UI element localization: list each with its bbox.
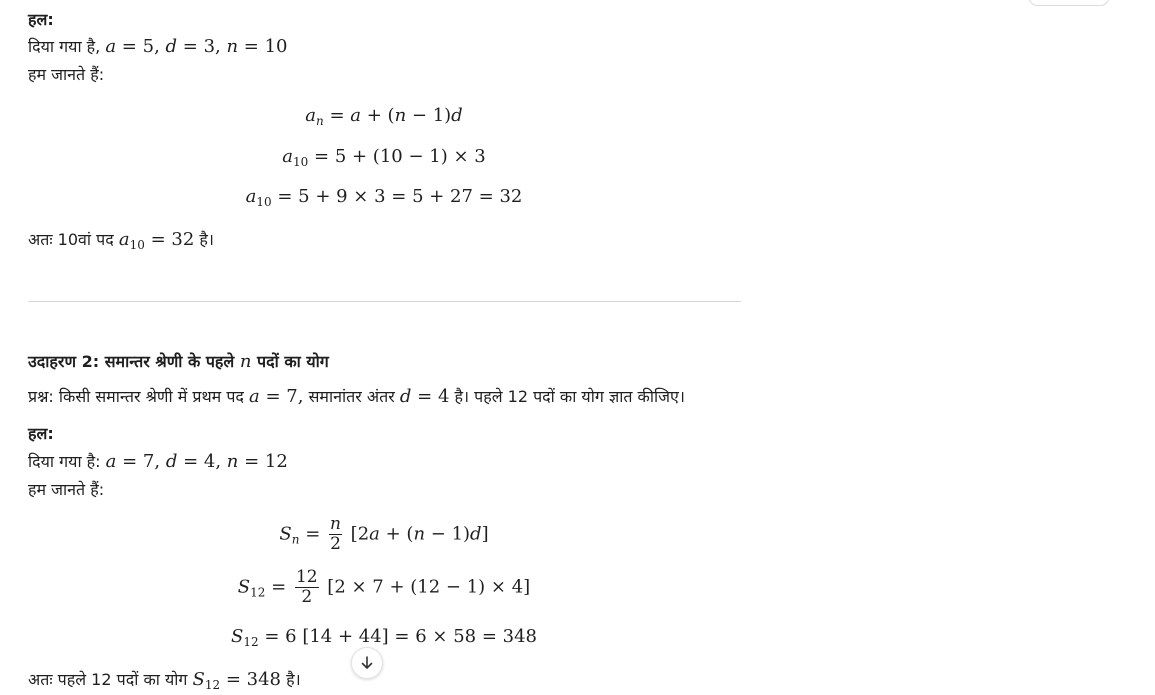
given-a-2: 7 [142, 451, 155, 472]
conclusion-value-1: 32 [171, 229, 195, 250]
arrow-down-icon [360, 656, 374, 670]
formula-s12-substitution: $S_{12}$ = $\frac{12}{2}$ [2 × 7 + (12 − 1) × 4] [237, 567, 531, 607]
given-line-2: दिया गया है: a = 7, d = 4, n = 12 [28, 451, 288, 472]
question-p2: समानांतर अंतर [308, 387, 395, 406]
heading-prefix-2: उदाहरण 2: समान्तर श्रेणी के पहले [28, 352, 235, 371]
formula-s12-result: $S_{12} = 6$ [14 + 44] = 6 × 58 = 348 [231, 626, 537, 649]
conclusion-value-2: 348 [246, 669, 281, 690]
heading-suffix-2: पदों का योग [257, 352, 329, 371]
question-a: 7 [286, 386, 298, 407]
conclusion-2: अतः पहले 12 पदों का योग $S_{12} = 348$ है। [28, 669, 301, 692]
conclusion-suffix-1: है। [199, 230, 214, 249]
given-prefix-2: दिया गया है: [28, 452, 101, 471]
we-know-2: हम जानते हैं: [28, 480, 105, 499]
formula-a10-result: $a_{10} = 5 + 9 \times 3 = 5 + 27 = 32$ [245, 186, 523, 209]
formula-nth-term: $a_n = a + (n - 1)d$ [305, 105, 463, 128]
given-n-2: 12 [264, 451, 288, 472]
given-a-1: 5 [142, 36, 155, 57]
conclusion-suffix-2: है। [286, 670, 301, 689]
scroll-down-button[interactable] [351, 647, 383, 679]
given-d-2: 4 [203, 451, 216, 472]
given-n-1: 10 [264, 36, 288, 57]
conclusion-prefix-1: अतः 10वां पद [28, 230, 114, 249]
given-prefix-1: दिया गया है, [28, 37, 101, 56]
example-2-heading: उदाहरण 2: समान्तर श्रेणी के पहले n पदों का योग [28, 351, 329, 372]
formula-a10-substitution: $a_{10} = 5 + (10 - 1) \times 3$ [282, 146, 486, 169]
question-2: प्रश्न: किसी समान्तर श्रेणी में प्रथम पद a = 7, समानांतर अंतर d = 4 है। पहले 12 पदों का योग ज्ञात कीजिए। [28, 386, 685, 407]
hal-label-2: हल: [28, 424, 54, 443]
question-p1: प्रश्न: किसी समान्तर श्रेणी में प्रथम पद [28, 387, 244, 406]
ex2-eq3-rhs: 6 [14 + 44] = 6 × 58 = 348 [285, 626, 537, 647]
section-divider [28, 301, 741, 302]
ex1-eq3-rhs: 5 + 9 × 3 = 5 + 27 = 32 [298, 186, 523, 207]
hal-label-1: हल: [28, 10, 54, 29]
question-d: 4 [437, 386, 450, 407]
formula-sum-n: $S_n$ = $\frac{n}{2}$ [2a + (n − 1)d] [279, 514, 489, 554]
conclusion-prefix-2: अतः पहले 12 पदों का योग [28, 670, 188, 689]
fraction-12-over-2: $\frac{12}{2}$ [295, 567, 318, 607]
question-p3: है। पहले 12 पदों का योग ज्ञात कीजिए। [454, 387, 685, 406]
conclusion-1: अतः 10वां पद $a_{10} = 32$ है। [28, 229, 214, 252]
top-chip-button[interactable] [1028, 0, 1110, 6]
given-line-1: दिया गया है, a = 5, d = 3, n = 10 [28, 36, 288, 57]
given-d-1: 3 [203, 36, 216, 57]
fraction-n-over-2: $\frac{n}{2}$ [330, 514, 341, 554]
we-know-1: हम जानते हैं: [28, 65, 105, 84]
